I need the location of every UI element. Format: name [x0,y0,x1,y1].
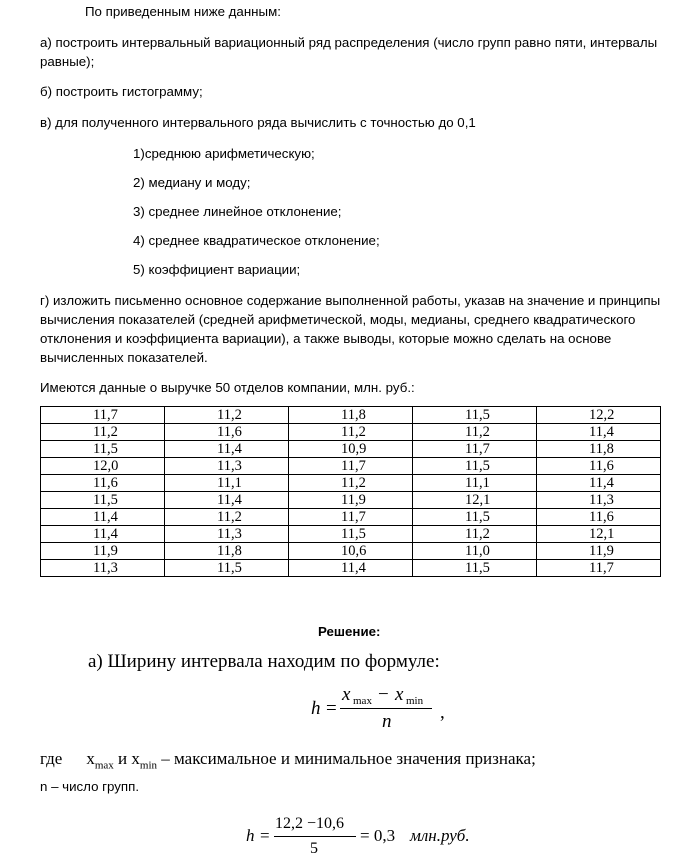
table-cell: 11,1 [165,475,289,492]
table-cell: 11,4 [41,526,165,543]
table-cell: 11,3 [41,560,165,577]
table-cell: 11,4 [165,492,289,509]
table-cell: 11,8 [165,543,289,560]
formula1-n: n [382,711,392,732]
where-and: и [113,749,132,768]
table-cell: 12,1 [537,526,661,543]
formula1-fraction-bar [340,708,432,709]
formula2-eq: = [260,826,270,845]
table-cell: 11,9 [537,543,661,560]
where-sub-max: max [94,759,114,772]
formula2-numerator: 12,2 −10,6 [275,815,345,832]
table-cell: 10,9 [289,441,413,458]
formula1-max-sub: max [353,695,372,707]
formula2-h: h [246,826,255,845]
formula1-minus: − [378,684,389,705]
table-cell: 11,9 [289,492,413,509]
solution-heading: Решение: [318,624,381,639]
table-cell: 11,7 [537,560,661,577]
table-cell: 11,3 [165,526,289,543]
formula1-comma: , [440,702,445,723]
table-cell: 11,5 [41,492,165,509]
table-cell: 11,5 [289,526,413,543]
table-row [41,441,661,458]
formula1-xmin: x [395,684,404,705]
where-line [40,748,536,776]
table-cell: 11,9 [41,543,165,560]
table-row [41,543,661,560]
table-row [41,526,661,543]
table-cell: 11,2 [413,424,537,441]
table-cell: 11,6 [537,509,661,526]
table-cell: 12,1 [413,492,537,509]
sub-item-3: 3) среднее линейное отклонение; [133,204,342,219]
table-cell: 12,0 [41,458,165,475]
table-cell: 11,4 [537,475,661,492]
table-cell: 11,0 [413,543,537,560]
table-row [41,492,661,509]
table-cell: 11,4 [41,509,165,526]
formula1-h: h [311,698,321,719]
sub-item-4: 4) среднее квадратическое отклонение; [133,233,380,248]
formula2-denominator: 5 [310,840,318,857]
formula1-eq: = [326,698,337,719]
table-row [41,560,661,577]
table-cell: 11,2 [289,424,413,441]
revenue-table [40,406,661,577]
table-cell: 11,1 [413,475,537,492]
formula2-result: = 0,3 [360,826,396,845]
intro-text: По приведенным ниже данным: [85,4,281,19]
table-cell: 11,7 [41,407,165,424]
table-cell: 11,4 [537,424,661,441]
table-cell: 11,5 [413,407,537,424]
formula2-unit: млн.руб. [410,826,470,845]
table-cell: 11,5 [41,441,165,458]
table-cell: 11,6 [165,424,289,441]
table-cell: 11,7 [413,441,537,458]
where-rest: – максимальное и минимальное значения признака; [157,749,536,768]
task-a: а) построить интервальный вариационный ряд распределения (число групп равно пяти, интервалы равные); [40,35,658,69]
table-row [41,458,661,475]
sub-item-1: 1)среднюю арифметическую; [133,146,315,161]
solution-a-text: а) Ширину интервала находим по формуле: [88,651,440,672]
n-note: n – число групп. [40,779,140,794]
task-b: б) построить гистограмму; [40,84,203,99]
data-caption: Имеются данные о выручке 50 отделов компании, млн. руб.: [40,380,415,395]
table-cell: 11,6 [41,475,165,492]
formula2-fraction-bar [274,836,356,837]
table-cell: 11,2 [413,526,537,543]
table-cell: 11,4 [165,441,289,458]
table-cell: 11,5 [413,509,537,526]
task-d: г) изложить письменно основное содержание выполненной работы, указав на значение и принципы вычисления показателей (средней арифметической, моды, медианы, среднего квадратического отклонения и коэффициента вариации), а также выводы, которые можно сделать на основе вычисленных показателей. [40,293,661,365]
table-cell: 11,6 [537,458,661,475]
task-c: в) для полученного интервального ряда вычислить с точностью до 0,1 [40,115,476,130]
table-row [41,509,661,526]
formula1-xmax: x [342,684,351,705]
table-cell: 11,5 [165,560,289,577]
where-x1: x [86,749,95,768]
table-row [41,475,661,492]
table-cell: 11,5 [413,458,537,475]
table-cell: 11,4 [289,560,413,577]
table-cell: 11,7 [289,458,413,475]
table-cell: 11,8 [289,407,413,424]
table-cell: 11,2 [289,475,413,492]
table-cell: 11,2 [41,424,165,441]
table-cell: 11,7 [289,509,413,526]
table-cell: 11,2 [165,509,289,526]
table-cell: 11,3 [537,492,661,509]
sub-item-2: 2) медиану и моду; [133,175,251,190]
table-row [41,407,661,424]
table-cell: 11,8 [537,441,661,458]
formula1-min-sub: min [406,695,424,707]
table-row [41,424,661,441]
sub-item-5: 5) коэффициент вариации; [133,262,301,277]
where-word: где [40,749,63,768]
table-cell: 11,5 [413,560,537,577]
table-cell: 10,6 [289,543,413,560]
table-cell: 12,2 [537,407,661,424]
table-cell: 11,3 [165,458,289,475]
where-sub-min: min [139,759,158,772]
table-cell: 11,2 [165,407,289,424]
where-x2: x [131,749,140,768]
